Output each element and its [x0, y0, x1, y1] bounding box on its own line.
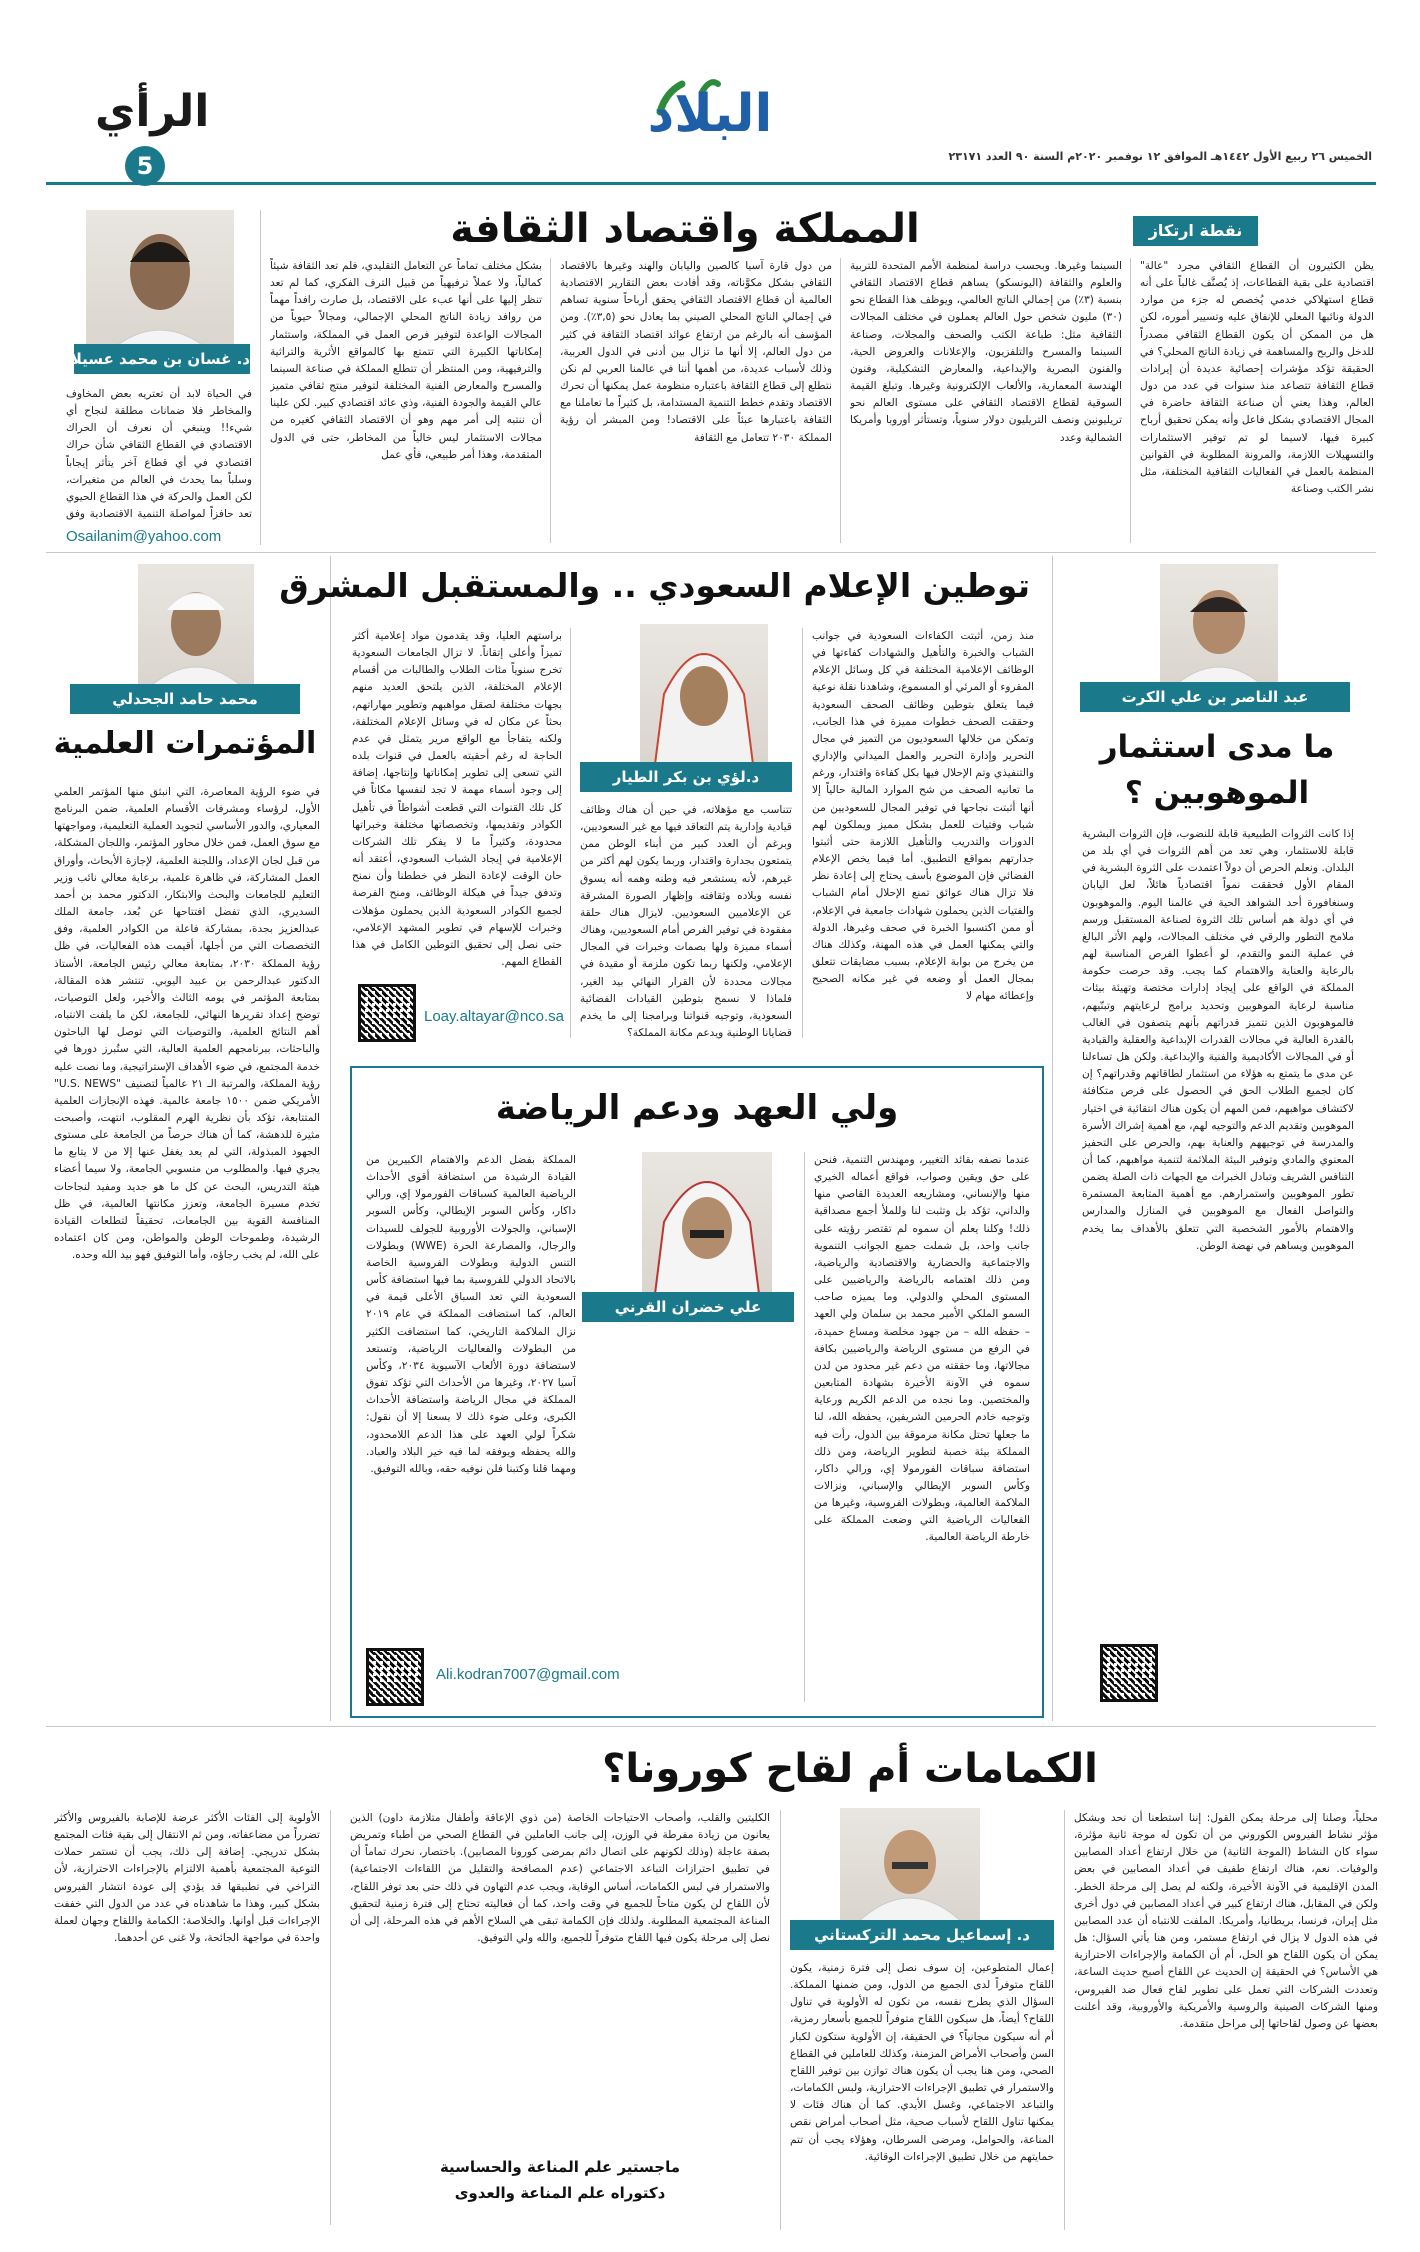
column-rule: [1064, 1810, 1065, 2230]
author-photo: [138, 564, 254, 692]
headline: الكمامات أم لقاح كورونا؟: [602, 1746, 1098, 1792]
headline: توطين الإعلام السعودي .. والمستقبل المشرق: [279, 566, 1030, 605]
text-column-3: براستهم العليا، وقد يقدمون مواد إعلامية أكثر تميزاً وأعلى إتقاناً. لا تزال الجامعات السعودية تخرج سنوياً مئات الطلاب والطالبات من أقسام الإعلام المختلفة، الذين يلتحق العديد منهم بجهات مختلفة لصقل مواهبهم وتطوير مهاراتهم، بحثاً عن مكان له في وسائل الإعلام المختلفة، ولكنه يتفاجأ مع الواقع مرير يتمثل في عدم الحاجة له رغم أحقيته بالعمل في قنوات بلده التي تسعى إلى تطوير إمكاناتها وإنتاجها، إضافة إلى وجود أسماء مهمة لا تجد لنفسها مكاناً في كل تلك القنوات التي قطعت أشواطاً في تأهيل الكوادر وتقديمها، وتخصصاتها مختلفة وخبراتها محدودة، وكثيراً ما لا يفكر تلك الشركات الإعلامية في إيجاد الشباب السعودي، أعتقد أنه حان الوقت لإعادة النظر في خططنا وأن نمنح وتدفق جيداً في هيكلة الوظائف، ومنح الفرصة لجميع الكوادر السعودية الذين يحملون مؤهلات وخبرات للإسهام في تطوير المشهد الإعلامي، حتى نصل إلى تحقيق التوطين الكامل في هذا القطاع المهم.: [352, 630, 562, 968]
text-column-1: عندما نصفه بقائد التغيير، ومهندس التنمية، فنحن على حق ويقين وصواب، فواقع أعماله الخيري منها والإنساني، ومشاريعه العديدة القاصي منها والداني، تؤكد بل وتثبت لنا وللملأ أجمع مصداقية ذلك! وكلنا يعلم أن سموه لم تقتصر رؤيته على جانب واحد، بل شملت جميع الجوانب التنموية والاجتماعية والحضارية والاقتصادية والرياضية، ومن ذلك اهتمامه بالرياضة والرياضيين على المستوى المحلي والدولي. وما يميزه صاحب السمو الملكي الأمير محمد بن سلمان ولي العهد – حفظه الله – من جهود مخلصة ومساع حميدة، في الرفع من مستوى الرياضة والرياضيين بكافة مجالاتها، وما حققته من دعم غير محدود من لدن سموه في الآونة الأخيرة بشهادة المتابعين والمختصين. وما نجده من الدعم الكريم ورعاية وتوجيه خادم الحرمين الشريفين، يحفظه الله، لنا ما جعلها تحتل مكانة مرموقة بين الدول، رأت فيه المملكة بيئة خصبة لتطوير الرياضة، ومن ذلك استضافة سباقات الفورمولا إي، ورالي داكار، وكأس السوبر الإيطالي والإسباني، ونزالات الملاكمة العالمية، وبطولات الفروسية، وغيرها من الفعاليات الرياضية التي وضعت المملكة على خارطة الرياضة العالمية.: [814, 1154, 1030, 1544]
person-portrait-icon: [840, 1808, 980, 1926]
text-column-2: السينما وغيرها. وبحسب دراسة لمنظمة الأمم المتحدة للتربية والعلوم والثقافة (اليونسكو) يساهم قطاع الاقتصاد الثقافي بنسبة (٣٪) من إجمالي الناتج العالمي، ويوظف هذا القطاع نحو (٣٠) مليون شخص حول العالم يعملون في مختلف المجالات الثقافية مثل: طباعة الكتب والصحف والمجلات، وصناعة السينما والمسرح والتلفزيون، والإعلانات والعروض الحية، والفنون البصرية والإبداعية، والمعارض التشكيلية، وفنون الهندسة المعمارية، والألعاب الإلكترونية وغيرها. وتبلغ القيمة السوقية لقطاع الاقتصاد الثقافي على مستوى العالم نحو تريليونين ونصف التريليون دولار سنوياً، وتستأثر أوروبا وأمريكا الشمالية وعدد: [850, 260, 1122, 444]
text-column-3: الكليتين والقلب، وأصحاب الاحتياجات الخاصة (من ذوي الإعاقة وأطفال متلازمة داون) الذين يعانون من زيادة مفرطة في الوزن، إلى جانب العاملين في القطاع الصحي من أطباء وتمريض بصفة عاجلة (وذلك لكونهم على اتصال دائم بمرضى كورونا المصابين). باختصار، نحرك تماماً أن في تطبيق احترازات التباعد الاجتماعي (عدم المصافحة والتقليل من اللقاءات الاجتماعية) والاستمرار في لبس الكمامات، أساس الوقاية، ويجب عدم التهاون في ذلك حتى بعد توفر اللقاح، لأن اللقاح لن يكون متاحاً للجميع في وقت واحد، كما أن فعاليته تحتاج إلى فترة زمنية لتحقيق المناعة المجتمعية المطلوبة. ولذلك فإن الكمامة تبقى هي السلاح الأهم في هذه المرحلة، إلى أن نصل إلى مرحلة يكون فيها اللقاح متوفراً للجميع، والله ولي التوفيق.: [350, 1812, 770, 1945]
article-talent: [1060, 556, 1380, 1726]
logo-text: البلاد: [647, 84, 773, 144]
author-name-bar: د. غسان بن محمد عسيلان: [74, 344, 250, 374]
section-divider: [46, 552, 1376, 553]
column-rule: [330, 556, 331, 1721]
column-rule: [260, 210, 261, 545]
person-portrait-icon: [1160, 564, 1278, 692]
column-rule: [1052, 556, 1053, 1721]
article-media-localization: [279, 556, 1045, 1056]
author-photo: [840, 1808, 980, 1926]
qr-code[interactable]: [358, 984, 416, 1042]
masthead-rule: [46, 182, 1376, 185]
masthead: [0, 0, 1420, 190]
article-masks-vaccine: [340, 1730, 1380, 2245]
author-email-link[interactable]: Osailanim@yahoo.com: [66, 528, 222, 545]
text-column-2: تتناسب مع مؤهلاته، في حين أن هناك وظائف قيادية وإدارية يتم التعاقد فيها مع غير السعوديين، وبرغم أن العدد كبير من أبناء الوطن ممن يتمتعون بجدارة واقتدار، وربما يكون لهم أكثر من غيرهم، لأنه يستشعر فيه وطنه وهمه أنه يسوق نفسه وبلاده وثقافته وإظهار الصورة المشرقة عن الإعلاميين السعوديين. لايزال هناك حلقة مفقودة في توفير الفرص أمام السعوديين، وهناك أسماء مميزة ولها بصمات وخبرات في المجال الإعلامي، ولكنها ربما تكون ملزمة أو مقيدة في مجالات محددة لأن القرار النهائي بيد الغير، فلماذا لا نسمح بتوطين القيادات الفضائية السعودية، وتوجيه قنواتنا وبرامجنا إلى ما يخدم قضايانا الوطنية ويدعم مكانة المملكة؟: [580, 804, 792, 1040]
author-name-bar: محمد حامد الجحدلي: [70, 684, 300, 714]
headline: ما مدى استثمار الموهوبين ؟: [1099, 729, 1335, 811]
text-column-1: منذ زمن، أثبتت الكفاءات السعودية في جوانب الشباب والخبرة والتأهيل والشهادات كفاءتها في الوظائف الإعلامية المختلفة في كل وسائل الإعلام المقروء أو المرئي أو المسموع، وشاهدنا نقلة نوعية فيما يتعلق بتوطين وظائف الصحف السعودية وحققت الصحف خطوات مميزة في هذا الجانب، وتمكن من خلالها السعوديون من التميز في مجال التحرير وإدارة التحرير والعمل الميداني والإداري والتنفيذي وتم الإحلال فيها بكل كفاءة واقتدار، ورغم ما تعانيه الصحف من شح الموارد المالية حالياً إلا أنها أثبتت نجاحها في توفير المجال للسعوديين من شباب وفتيات للعمل بشكل مميز ويملكون لهم الدورات والتدريب والتأهيل اللازمة حتى أثبتوا جدارتهم بمواقع التطبيق. أما فيما يخص الإعلام الفضائي فإن الموضوع بأسف يحتاج إلى إعادة نظر فلا تزال هناك عوائق تمنع الإحلال أمام الشباب والفتيات الذين يحملون شهادات جامعية في الإعلام، أو ممن اكتسبوا الخبرة في صحف وغيرها، الدولة والتي يمكنها العمل في هذه المهنة، وكذلك هناك من يخرج من بوابة الإعلام، بسبب مضايقات تتعلق بمجال العمل أو وضعه في غير مكانه الصحيح وإعطائه مهام لا: [812, 630, 1034, 1003]
person-portrait-icon: [642, 1152, 772, 1302]
text-column: إذا كانت الثروات الطبيعية قابلة للنضوب، فإن الثروات البشرية قابلة للاستثمار، وهي تعد من أهم الثروات في أي بلد من البلدان. ونعلم الحرص أن دولاً اعتمدت على الثروة البشرية في المقام الأول فحققت نمواً اقتصادياً هائلاً، لعل اليابان وسنغافورة أحد الشواهد الحية في عالمنا اليوم. والموهوبون في أي دولة هم أساس تلك الثروة لصناعة المستقبل ورسم ملامح التطور والرقي في مختلف المجالات، ولهم الأثر البالغ في عملية النمو والتقدم، لو أعطوا الفرص المناسبة لهم بالرعاية والعناية والاهتمام كما يجب. وقد حرصت حكومة المملكة في الواقع على إيجاد إدارات مختصة وتهيئة بيئات مناسبة لرعاية الموهوبين وتحديد برامج لرعايتهم وتبنّيهم، فالموهوبون الذين تتميز قدراتهم بأنهم يتصفون في الغالب بالقدرة العالية في مجالات القدرات الإبداعية والعقلية والقيادية أو في المجالات الأكاديمية والفنية والإبداعية. ولكن هل تساءلنا عن مدى ما يتمتع به هؤلاء من استثمار لطاقاتهم وقدراتهم؟ إن كان لجميع الطلاب الحق في الحصول على فرص متكافئة لاكتشاف مواهبهم، فمن المهم أن يكون هناك انتقائية في اختيار الموهوبين وتقديم الدعم والتوجيه لهم، مع أهمية إشراك الأسرة والمدرسة في توجيههم والعناية بهم، والحرص على التحفيز المعنوي والمادي وتوفير البيئة الملائمة لتنمية مواهبهم، كما أن التنافس الشريف وتبادل الخبرات مع الجهات ذات الصلة يضمن تطور الموهوبين واستمرارهم. مع أهمية المتابعة المستمرة والتواصل الفعال مع الموهوبين في المنازل والمدارس والاهتمام بالأمور الشخصية التي تتعلق بالأهداف بما يخدم الموهوبين ويساهم في نهضة الوطن.: [1082, 828, 1354, 1252]
logo: [640, 70, 780, 150]
text-column-4: بشكل مختلف تماماً عن التعامل التقليدي، فلم تعد الثقافة شيئاً كمالياً، ولا عملاً ترفيهياً من قبيل الترف الفكري، كما لم تعد تنظر إليها على أنها عبء على الاقتصاد، بل صارت رافداً مهماً من روافد زيادة الناتج المحلي الإجمالي، ومجالاً حيوياً من المجالات الواعدة لتوفير فرص العمل في المملكة، واستثمار إمكاناتها الكبيرة التي تتمتع بها كالمواقع الأثرية والتراثية والترفيهية، ومن المنتظر أن تتطلع المملكة في صناعة السينما والمسرح والمعارض الفنية المختلفة لتوفير منتج ثقافي متميز عالي القيمة والجودة الفنية، وذي عائد اقتصادي كبير. لكن علينا أن ننتبه إلى أمر مهم وهو أن الاقتصاد الثقافي كغيره من مجالات الاستثمار ليس خالياً من المخاطر، حتى في الدول المتقدمة، وهذا أمر طبيعي، فأي عمل: [270, 260, 542, 461]
author-photo: [642, 1152, 772, 1302]
column-rule: [1130, 258, 1131, 543]
author-name-bar: د.لؤي بن بكر الطيار: [580, 762, 792, 792]
dateline: الخميس ٢٦ ربيع الأول ١٤٤٢هـ الموافق ١٢ نوفمبر ٢٠٢٠م السنة ٩٠ العدد ٢٣١٧١: [948, 150, 1372, 163]
text-column-1: يظن الكثيرون أن القطاع الثقافي مجرد "عالة" اقتصادية على بقية القطاعات، إذ يُصنَّف غالباً على أنه قطاع استهلاكي خدمي يُخصص له جزء من موارد الدولة ونائبها المعلي للإنفاق عليه وتسيير أموره، لكن هل من الممكن أن يكون القطاع الثقافي مصدراً للدخل والربح والمساهمة في زيادة الناتج المحلي؟ في الحقيقة تؤكد مؤشرات إحصائية عديدة أن إيرادات قطاع الثقافة تتصاعد منذ سنوات في عدد من دول العالم، وهذا يعني أن صناعة الثقافة حاضرة في المجال الاقتصادي بشكل فاعل وأنه يمكن تحقيق أرباح كبيرة فيها، لاسيما لو تم توفير الاستثمارات والتسهيلات اللازمة، والمرونة المطلوبة في القوانين المنظمة بالعمل في الفعاليات الثقافية المختلفة، مثل نشر الكتب وصناعة: [1140, 260, 1374, 496]
author-credential: دكتوراه علم المناعة والعدوى: [454, 2184, 666, 2202]
text-column-1: محلياً، وصلنا إلى مرحلة يمكن القول: إننا استطعنا أن نحد وبشكل مؤثر نشاط الفيروس الكوروني من أن تكون له موجة ثانية مؤثرة، سواء كان النشاط (الموجة الثانية) من خلال ارتفاع أعداد المصابين والوفيات. نعم، هناك ارتفاع طفيف في أعداد المصابين في بعض المدن الإقليمية في الآونة الأخيرة، ولكنه لم يصل إلى مرحلة الخطر. ولكن في المقابل، هناك ارتفاع كبير في أعداد المصابين في دول أخرى مثل إيران، فرنسا، بريطانيا، وأمريكا. الملفت للانتباه أن عدد المصابين في هذه الدول لا يزال في ارتفاع مستمر، ومن هنا يأتي السؤال: هل يمكن أن يكون اللقاح هو الحل، أم أن الكمامة والإجراءات الاحترازية هي الأساس؟ في الحقيقة إن الحديث عن اللقاح أصبح حديث الساعة، وتعددت الشركات التي تعمل على تطوير لقاح فعال ضد الفيروس، ومنها الشركات الصينية والروسية والأمريكية والأوروبية، وقد أعلنت بعضها عن وصول لقاحاتها إلى مراحل متقدمة.: [1074, 1812, 1378, 2030]
author-credential: ماجستير علم المناعة والحساسية: [439, 2158, 681, 2176]
column-rule: [780, 1810, 781, 2230]
article-culture-economy: [0, 190, 1420, 550]
section-divider: [46, 1726, 1376, 1727]
author-name-bar: علي خضران القرني: [582, 1292, 794, 1322]
author-name-bar: عبد الناصر بن علي الكرت: [1080, 682, 1350, 712]
column-rule: [330, 1810, 331, 2225]
qr-code[interactable]: [366, 1648, 424, 1706]
section-label: الرأي: [95, 86, 210, 137]
column-rule: [840, 258, 841, 543]
headline: المؤتمرات العلمية: [53, 726, 317, 761]
headline: ولي العهد ودعم الرياضة: [495, 1088, 899, 1128]
text-column: في ضوء الرؤية المعاصرة، التي انبثق منها المؤتمر العلمي الأول، لرؤساء ومشرفات الأقسام العلمية، ضمن البرنامج المعياري، والدور الأساسي لتجويد العملية التعليمية، ومواجهتها مع سوق العمل، فمن خلال محاور المؤتمر، واللجان المشكلة، من قبل لجان الإعداد، واللجنة العلمية، لإجازة الأبحاث، وأوراق العمل المشاركة، في ظاهرة علمية، برعاية معالي نائب وزير التعليم للجامعات والبحث والابتكار، الدكتور محمد بن أحمد السديري، الذي تفضل افتتاحها عن بُعد، جامعة الملك عبدالعزيز بجدة، بمشاركة فاعلة من الكوادر العلمية، وفق التخصصات التي من أجلها، أقيمت هذه الفعاليات، في ظل رؤية المملكة ٢٠٣٠، بمتابعة معالي رئيس الجامعة، الأستاذ الدكتور عبدالرحمن بن عبيد اليوبي. تنتشر هذه المقالة، بمتابعة المؤتمر في يومه الثالث والأخير، ولعل التوصيات، توضح إعداد تقريرها النهائي، للجامعة، لكن ما يلفت الانتباه، أهم النتائج العلمية، والتوصيات التي توصل لها الباحثون والباحثات، ببرنامجهم العلمية العالية، التي ستُبرز دورها في خدمة المجتمع، في ضوء الأهداف الإستراتيجية، وما نصت عليه رؤية المملكة، والمرتبة الـ ٢١ عالمياً لتصنيف "U.S. NEWS" الأمريكي ضمن ١٥٠٠ جامعة عالمية. فهذه الإنجازات العلمية المتتابعة، تؤكد بأن نظرية الهرم المقلوب، انتهت، وأصبحت مثيرة للدهشة، كما أن هناك حرصاً من الجامعة على مستوى الجهود المبذولة، التي لم يعد يغفل عنها إلا من لا يتابع ما يجري فيها. والمطلوب من منسوبي الجامعة، ولا سيما أعضاء هيئة التدريس، البحث عن كل ما هو جديد ومفيد لنجاحات تخدم مسيرة الجامعة، وتعزز مكانتها العالمية، في ظل المنافسة القوية بين الجامعات، تحقيقاً لتطلعات القيادة الرشيدة، وطموحات الوطن والمواطن، ومن كان اعتماده على الله، لم يخب رجاؤه، وأما التوفيق فهو بيد الله وحده.: [54, 786, 320, 1262]
column-rule: [802, 628, 803, 1038]
author-email-link[interactable]: Loay.altayar@nco.sa: [424, 1008, 565, 1025]
kicker-badge: نقطة ارتكاز: [1133, 216, 1258, 246]
column-rule: [570, 628, 571, 1038]
column-rule: [804, 1152, 805, 1702]
text-column-2: المملكة بفضل الدعم والاهتمام الكبيرين من القيادة الرشيدة من استضافة أقوى الأحداث الرياضية العالمية كسباقات الفورمولا إي، ورالي داكار، وكأس السوبر الإيطالي، وكأس السوبر الإسباني، والجولات الأوروبية للجولف للسيدات والرجال، والمصارعة الحرة (WWE) وبطولات التنس الدولية وبطولات الفروسية الخاصة بالاتحاد الدولي للفروسية بما فيها استضافة كأس السعودية التي تعد السباق الأعلى قيمة في العالم، كما استضافت المملكة في عام ٢٠١٩ نزال الملاكمة التاريخي، كما استضافت الكثير من البطولات والفعاليات الرياضية، وتستعد لاستضافة دورة الألعاب الآسيوية ٢٠٣٤، وكأس آسيا ٢٠٢٧، وغيرها من الأحداث التي تؤكد تفوق المملكة في مجال الرياضة واستضافة الأحداث الكبرى، وعلى ضوء ذلك لا يسعنا إلا أن نقول: شكراً لولي العهد على هذا الدعم اللامحدود، والله يحفظه ويوفقه لما فيه خير البلاد والعباد. ومهما قلنا وكتبنا فلن نوفيه حقه، وبالله التوفيق.: [366, 1154, 576, 1475]
headline: المملكة واقتصاد الثقافة: [450, 206, 920, 252]
text-column-3: من دول قارة آسيا كالصين واليابان والهند وغيرها بالاقتصاد الثقافي بشكل مكوَّناته، وقد أفادت بعض التقارير الاقتصادية العالمية أن قطاع الاقتصاد الثقافي يحقق أرباحاً سنوية تساهم في إجمالي الناتج المحلي الصيني بما يعادل نحو (٣,٥٪). ومن المؤسف أنه بالرغم من ارتفاع عوائد اقتصاد الثقافة في كثير من دول العالم، إلا أنها ما تزال بين أدنى في الدول العربية، وذلك لأسباب عديدة، من أهمها أننا في عالمنا العربي لم نكن نتطلع إلى قطاع الثقافة باعتباره منظومة عمل يمكنها أن تحرك الاقتصاد وتقدم خطط التنمية المستدامة، بل كثيراً ما تعاملنا مع الثقافة باعتبارها عبئاً على الاقتصاد! ومن المبشر أن رؤية المملكة ٢٠٣٠ تتعامل مع الثقافة: [560, 260, 832, 444]
article-sports-support: [350, 1066, 1044, 1718]
author-email-link[interactable]: Ali.kodran7007@gmail.com: [436, 1666, 620, 1683]
qr-code[interactable]: [1100, 1644, 1158, 1702]
author-photo: [1160, 564, 1278, 692]
author-photo: [640, 624, 768, 772]
text-column-4-bottom: الأولوية إلى الفئات الأكثر عرضة للإصابة بالفيروس والأكثر تضرراً من مضاعفاته، ومن ثم الانتقال إلى بقية فئات المجتمع بشكل تدريجي. إضافة إلى ذلك، يجب أن تستمر حملات التوعية المجتمعية بأهمية الالتزام بالإجراءات الاحترازية، لأن التراخي في تطبيقها قد يؤدي إلى عودة انتشار الفيروس بشكل كبير، وهذا ما شاهدناه في عدد من الدول التي خففت الإجراءات قبل أوانها. والخلاصة: الكمامة واللقاح وجهان لعملة واحدة في مواجهة الجائحة، ولا غنى عن أحدهما.: [54, 1812, 320, 1945]
person-portrait-icon: [86, 210, 234, 360]
column-rule: [550, 258, 551, 543]
page-number-badge: 5: [125, 146, 165, 186]
text-column-2: إعمال المتطوعين، إن سوف نصل إلى فترة زمنية، يكون اللقاح متوفراً لدى الجميع من الدول، ومن ضمنها المملكة. السؤال الذي يطرح نفسه، من تكون له الأولوية في تناول اللقاح؟ أيضاً، هل سيكون اللقاح متوفراً للجميع بأسعار رمزية، أم أنه سيكون مجانياً؟ في الحقيقة، إن الأولوية ستكون لكبار السن وأصحاب الأمراض المزمنة، وكذلك للعاملين في القطاع الصحي، ومن هنا يجب أن يكون هناك توازن بين توفير اللقاح والاستمرار في تطبيق الإجراءات الاحترازية، ولبس الكمامات، والتباعد الاجتماعي، وغسل الأيدي. كما أن هناك فئات لا يمكنها تناول اللقاح لأسباب صحية، مثل أصحاب أمراض نقص المناعة، والحوامل، ومرضى السرطان، وهؤلاء يجب أن تتم حمايتهم من خلال تطبيق الإجراءات الوقائية.: [790, 1962, 1054, 2163]
author-photo: [86, 210, 234, 360]
person-portrait-icon: [640, 624, 768, 772]
author-name-bar: د. إسماعيل محمد التركستاني: [790, 1920, 1054, 1950]
text-column-5: في الحياة لابد أن تعتريه بعض المخاوف والمخاطر فلا ضمانات مطلقة لنجاح أي شيء!! وينبغي أن نعرف أن الحراك الاقتصادي في القطاع الثقافي شأن حراك اقتصادي في أي قطاع آخر يتأثر إيجاباً وسلباً بما يحدث في العالم من متغيرات، لكن العمل والحركة في هذا القطاع الحيوي تعد حافزاً لمواصلة التنمية الاقتصادية وفق: [66, 388, 252, 521]
person-portrait-icon: [138, 564, 254, 692]
